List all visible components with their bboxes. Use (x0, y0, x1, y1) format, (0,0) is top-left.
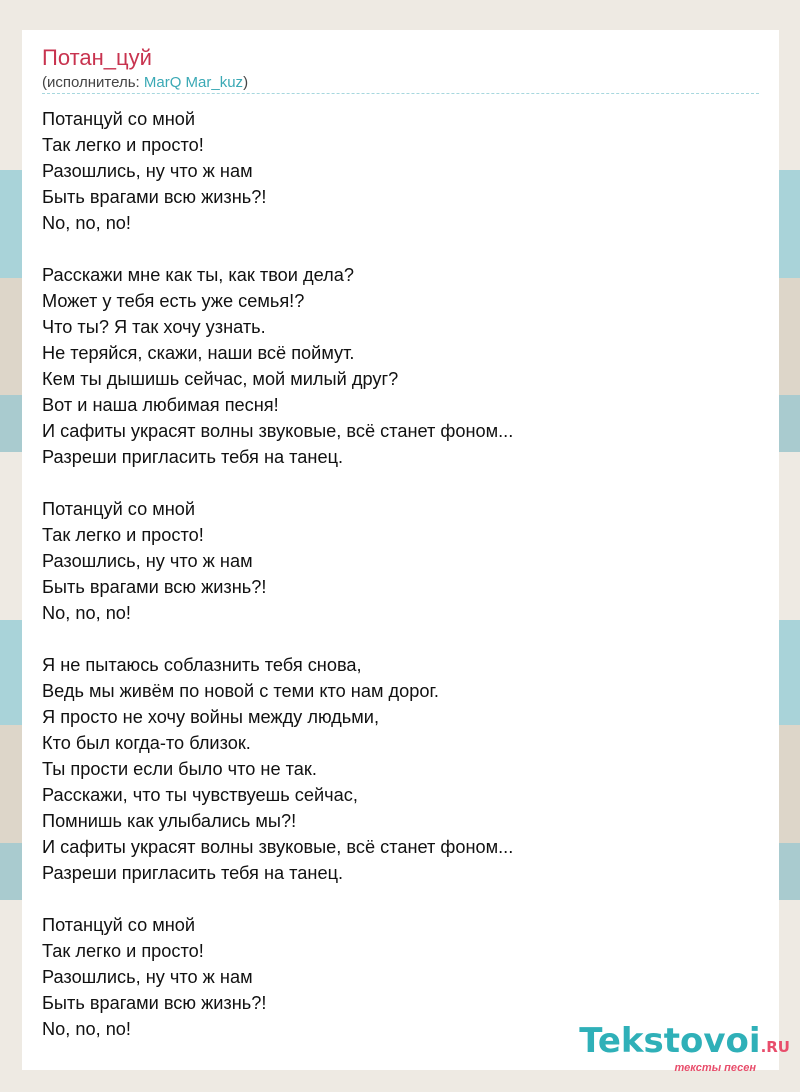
lyric-line: No, no, no! (42, 1019, 131, 1039)
lyric-line: Что ты? Я так хочу узнать. (42, 317, 266, 337)
lyric-line: Быть врагами всю жизнь?! (42, 577, 267, 597)
logo-tld: .RU (760, 1038, 790, 1056)
lyric-line: Может у тебя есть уже семья!? (42, 291, 305, 311)
artist-suffix: ) (243, 74, 249, 91)
lyric-line: И сафиты украсят волны звуковые, всё станет фоном... (42, 837, 514, 857)
lyric-line: Так легко и просто! (42, 135, 204, 155)
lyric-line: Вот и наша любимая песня! (42, 395, 279, 415)
logo-main-text: Tekstovoi (579, 1021, 761, 1061)
lyric-line: Быть врагами всю жизнь?! (42, 993, 267, 1013)
lyric-line: Помнишь как улыбались мы?! (42, 811, 297, 831)
stanza-break (42, 626, 762, 652)
logo-tagline: тексты песен (674, 1062, 756, 1074)
logo-wordmark (579, 1021, 790, 1064)
stanza-break (42, 236, 762, 262)
lyric-line: Разошлись, ну что ж нам (42, 967, 253, 987)
stanza-break (42, 886, 762, 912)
lyric-line: Расскажи, что ты чувствуешь сейчас, (42, 785, 358, 805)
lyric-line: Потанцуй со мной (42, 499, 196, 519)
lyric-line: Так легко и просто! (42, 941, 204, 961)
lyric-line: Не теряйся, скажи, наши всё поймут. (42, 343, 355, 363)
lyrics-text (42, 106, 762, 1042)
lyric-line: Потанцуй со мной (42, 109, 196, 129)
artist-prefix: (исполнитель: (42, 74, 144, 91)
lyric-line: No, no, no! (42, 213, 131, 233)
site-logo[interactable] (579, 1021, 790, 1074)
lyric-line: Расскажи мне как ты, как твои дела? (42, 265, 354, 285)
lyrics-card (22, 30, 779, 1070)
lyric-line: Кто был когда-то близок. (42, 733, 251, 753)
lyric-line: Кем ты дышишь сейчас, мой милый друг? (42, 369, 399, 389)
lyric-line: Разреши пригласить тебя на танец. (42, 447, 344, 467)
lyric-line: No, no, no! (42, 603, 131, 623)
song-title: Потан_цуй (42, 45, 152, 70)
lyric-line: И сафиты украсят волны звуковые, всё станет фоном... (42, 421, 514, 441)
lyric-line: Я не пытаюсь соблазнить тебя снова, (42, 655, 362, 675)
lyric-line: Разреши пригласить тебя на танец. (42, 863, 344, 883)
lyric-line: Так легко и просто! (42, 525, 204, 545)
lyric-line: Разошлись, ну что ж нам (42, 161, 253, 181)
lyric-line: Разошлись, ну что ж нам (42, 551, 253, 571)
stanza-break (42, 470, 762, 496)
lyric-line: Потанцуй со мной (42, 915, 196, 935)
lyric-line: Быть врагами всю жизнь?! (42, 187, 267, 207)
lyric-line: Ведь мы живём по новой с теми кто нам дорог. (42, 681, 439, 701)
title-divider (42, 93, 759, 94)
lyric-line: Ты прости если было что не так. (42, 759, 317, 779)
artist-link[interactable]: MarQ Mar_kuz (143, 74, 244, 91)
artist-line (42, 74, 248, 91)
lyric-line: Я просто не хочу войны между людьми, (42, 707, 379, 727)
